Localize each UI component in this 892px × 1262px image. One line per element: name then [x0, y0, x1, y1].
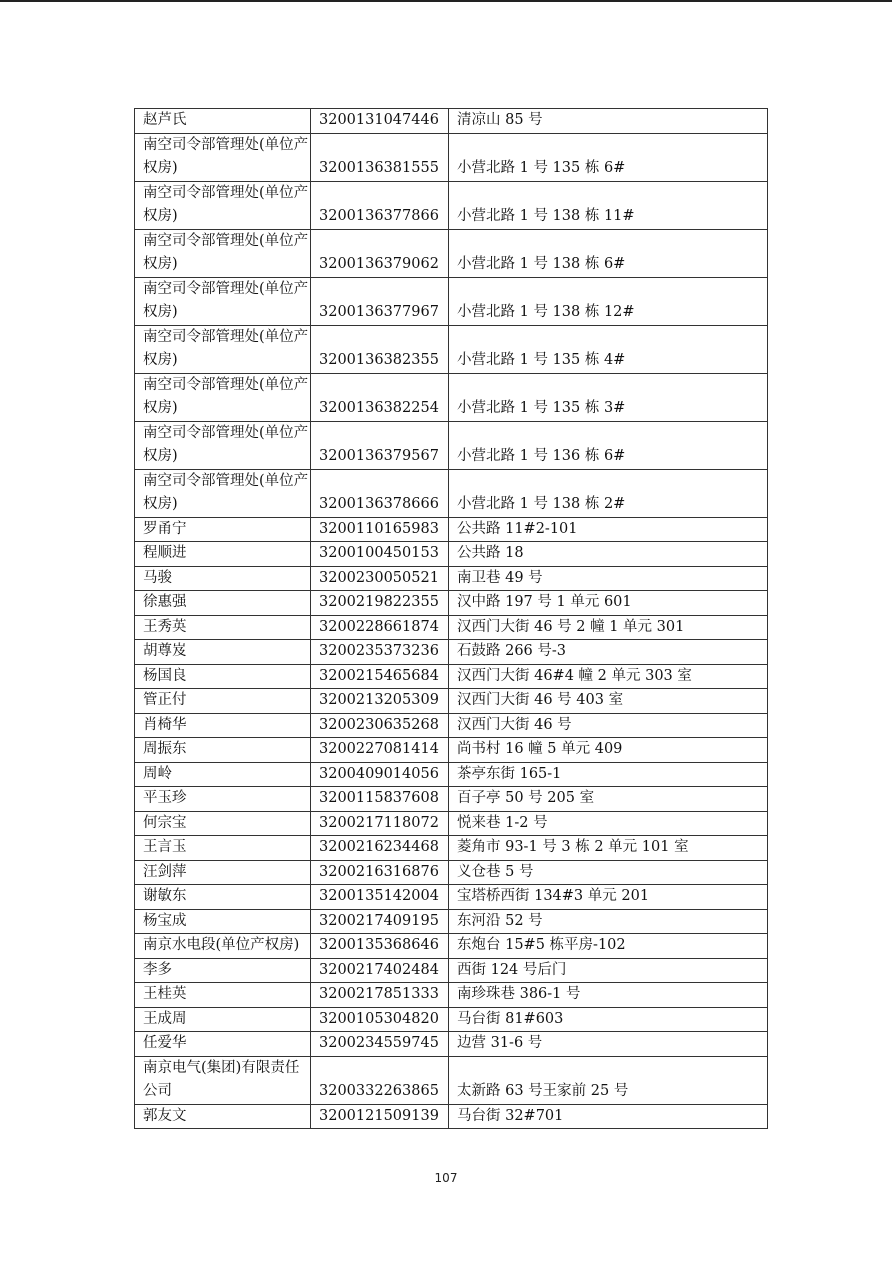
- table-row: [135, 738, 768, 763]
- address-cell: 南珍珠巷 386-1 号: [449, 983, 768, 1008]
- address-cell: 小营北路 1 号 138 栋 12#: [449, 277, 768, 325]
- account-number-cell: 3200136377866: [311, 181, 449, 229]
- owner-name-cell: 程顺进: [135, 542, 311, 567]
- account-number-cell: 3200230635268: [311, 713, 449, 738]
- owner-name-cell: 任爱华: [135, 1032, 311, 1057]
- owner-name-cell: 杨国良: [135, 664, 311, 689]
- account-number-cell: 3200213205309: [311, 689, 449, 714]
- account-number-cell: 3200332263865: [311, 1056, 449, 1104]
- table-row: [135, 109, 768, 134]
- owner-name-cell: 何宗宝: [135, 811, 311, 836]
- table-row: [135, 983, 768, 1008]
- account-number-cell: 3200131047446: [311, 109, 449, 134]
- table-row: [135, 1007, 768, 1032]
- table-row: [135, 909, 768, 934]
- account-number-cell: 3200234559745: [311, 1032, 449, 1057]
- table-row: [135, 615, 768, 640]
- account-number-cell: 3200136382254: [311, 373, 449, 421]
- owner-name-cell: 南空司令部管理处(单位产权房): [135, 277, 311, 325]
- table-row: [135, 762, 768, 787]
- address-cell: 悦来巷 1-2 号: [449, 811, 768, 836]
- account-number-cell: 3200136379062: [311, 229, 449, 277]
- account-number-cell: 3200216316876: [311, 860, 449, 885]
- owner-name-cell: 杨宝成: [135, 909, 311, 934]
- address-cell: 南卫巷 49 号: [449, 566, 768, 591]
- table-row: [135, 591, 768, 616]
- owner-name-cell: 南空司令部管理处(单位产权房): [135, 373, 311, 421]
- table-row: [135, 934, 768, 959]
- address-cell: 公共路 18: [449, 542, 768, 567]
- table-row: [135, 787, 768, 812]
- address-cell: 马台街 81#603: [449, 1007, 768, 1032]
- address-cell: 小营北路 1 号 138 栋 6#: [449, 229, 768, 277]
- table-row: [135, 885, 768, 910]
- owner-name-cell: 管正付: [135, 689, 311, 714]
- account-number-cell: 3200136377967: [311, 277, 449, 325]
- owner-name-cell: 王成周: [135, 1007, 311, 1032]
- owner-name-cell: 谢敏东: [135, 885, 311, 910]
- table-row: [135, 517, 768, 542]
- account-number-cell: 3200136378666: [311, 469, 449, 517]
- account-number-cell: 3200409014056: [311, 762, 449, 787]
- table-row: [135, 664, 768, 689]
- address-cell: 小营北路 1 号 138 栋 2#: [449, 469, 768, 517]
- address-cell: 清凉山 85 号: [449, 109, 768, 134]
- owner-name-cell: 平玉珍: [135, 787, 311, 812]
- table-row: [135, 640, 768, 665]
- table-row: [135, 566, 768, 591]
- owner-name-cell: 南空司令部管理处(单位产权房): [135, 229, 311, 277]
- address-cell: 小营北路 1 号 138 栋 11#: [449, 181, 768, 229]
- owner-name-cell: 肖椅华: [135, 713, 311, 738]
- address-cell: 汉西门大街 46 号: [449, 713, 768, 738]
- table-row: [135, 860, 768, 885]
- address-cell: 小营北路 1 号 135 栋 3#: [449, 373, 768, 421]
- owner-name-cell: 南空司令部管理处(单位产权房): [135, 133, 311, 181]
- address-cell: 义仓巷 5 号: [449, 860, 768, 885]
- account-number-cell: 3200217851333: [311, 983, 449, 1008]
- account-number-cell: 3200136381555: [311, 133, 449, 181]
- table-row: [135, 1104, 768, 1129]
- owner-name-cell: 王桂英: [135, 983, 311, 1008]
- address-cell: 茶亭东街 165-1: [449, 762, 768, 787]
- account-number-cell: 3200115837608: [311, 787, 449, 812]
- owner-name-cell: 王秀英: [135, 615, 311, 640]
- table-row: [135, 469, 768, 517]
- account-number-cell: 3200216234468: [311, 836, 449, 861]
- table-row: [135, 836, 768, 861]
- address-cell: 东河沿 52 号: [449, 909, 768, 934]
- table-row: [135, 713, 768, 738]
- table-row: [135, 373, 768, 421]
- owner-name-cell: 南空司令部管理处(单位产权房): [135, 181, 311, 229]
- top-border-line: [0, 0, 892, 2]
- account-number-cell: 3200110165983: [311, 517, 449, 542]
- account-number-cell: 3200230050521: [311, 566, 449, 591]
- records-table: [134, 108, 768, 1129]
- owner-name-cell: 南空司令部管理处(单位产权房): [135, 469, 311, 517]
- owner-name-cell: 胡尊岌: [135, 640, 311, 665]
- account-number-cell: 3200136379567: [311, 421, 449, 469]
- owner-name-cell: 赵芦氏: [135, 109, 311, 134]
- address-cell: 小营北路 1 号 135 栋 6#: [449, 133, 768, 181]
- table-row: [135, 1032, 768, 1057]
- account-number-cell: 3200105304820: [311, 1007, 449, 1032]
- address-cell: 马台街 32#701: [449, 1104, 768, 1129]
- table-row: [135, 811, 768, 836]
- table-row: [135, 542, 768, 567]
- table-row: [135, 181, 768, 229]
- owner-name-cell: 李多: [135, 958, 311, 983]
- address-cell: 尚书村 16 幢 5 单元 409: [449, 738, 768, 763]
- account-number-cell: 3200135368646: [311, 934, 449, 959]
- table-row: [135, 277, 768, 325]
- owner-name-cell: 周岭: [135, 762, 311, 787]
- account-number-cell: 3200136382355: [311, 325, 449, 373]
- table-row: [135, 421, 768, 469]
- account-number-cell: 3200228661874: [311, 615, 449, 640]
- table-row: [135, 133, 768, 181]
- owner-name-cell: 郭友文: [135, 1104, 311, 1129]
- owner-name-cell: 南京水电段(单位产权房): [135, 934, 311, 959]
- account-number-cell: 3200227081414: [311, 738, 449, 763]
- table-row: [135, 325, 768, 373]
- account-number-cell: 3200215465684: [311, 664, 449, 689]
- owner-name-cell: 马骏: [135, 566, 311, 591]
- owner-name-cell: 南空司令部管理处(单位产权房): [135, 325, 311, 373]
- address-cell: 边营 31-6 号: [449, 1032, 768, 1057]
- account-number-cell: 3200121509139: [311, 1104, 449, 1129]
- address-cell: 汉西门大街 46 号 403 室: [449, 689, 768, 714]
- account-number-cell: 3200135142004: [311, 885, 449, 910]
- owner-name-cell: 徐惠强: [135, 591, 311, 616]
- account-number-cell: 3200217118072: [311, 811, 449, 836]
- owner-name-cell: 南空司令部管理处(单位产权房): [135, 421, 311, 469]
- account-number-cell: 3200219822355: [311, 591, 449, 616]
- address-cell: 汉西门大街 46#4 幢 2 单元 303 室: [449, 664, 768, 689]
- address-cell: 石鼓路 266 号-3: [449, 640, 768, 665]
- address-cell: 小营北路 1 号 135 栋 4#: [449, 325, 768, 373]
- records-table-body: [135, 109, 768, 1129]
- owner-name-cell: 罗甬宁: [135, 517, 311, 542]
- address-cell: 菱角市 93-1 号 3 栋 2 单元 101 室: [449, 836, 768, 861]
- address-cell: 汉中路 197 号 1 单元 601: [449, 591, 768, 616]
- address-cell: 汉西门大街 46 号 2 幢 1 单元 301: [449, 615, 768, 640]
- address-cell: 百子亭 50 号 205 室: [449, 787, 768, 812]
- owner-name-cell: 汪剑萍: [135, 860, 311, 885]
- account-number-cell: 3200100450153: [311, 542, 449, 567]
- address-cell: 公共路 11#2-101: [449, 517, 768, 542]
- table-row: [135, 229, 768, 277]
- owner-name-cell: 南京电气(集团)有限责任公司: [135, 1056, 311, 1104]
- owner-name-cell: 王言玉: [135, 836, 311, 861]
- account-number-cell: 3200217409195: [311, 909, 449, 934]
- address-cell: 宝塔桥西街 134#3 单元 201: [449, 885, 768, 910]
- account-number-cell: 3200217402484: [311, 958, 449, 983]
- table-row: [135, 958, 768, 983]
- address-cell: 太新路 63 号王家前 25 号: [449, 1056, 768, 1104]
- account-number-cell: 3200235373236: [311, 640, 449, 665]
- table-row: [135, 689, 768, 714]
- address-cell: 小营北路 1 号 136 栋 6#: [449, 421, 768, 469]
- table-row: [135, 1056, 768, 1104]
- page-number: 107: [434, 1171, 458, 1185]
- owner-name-cell: 周振东: [135, 738, 311, 763]
- address-cell: 东炮台 15#5 栋平房-102: [449, 934, 768, 959]
- address-cell: 西街 124 号后门: [449, 958, 768, 983]
